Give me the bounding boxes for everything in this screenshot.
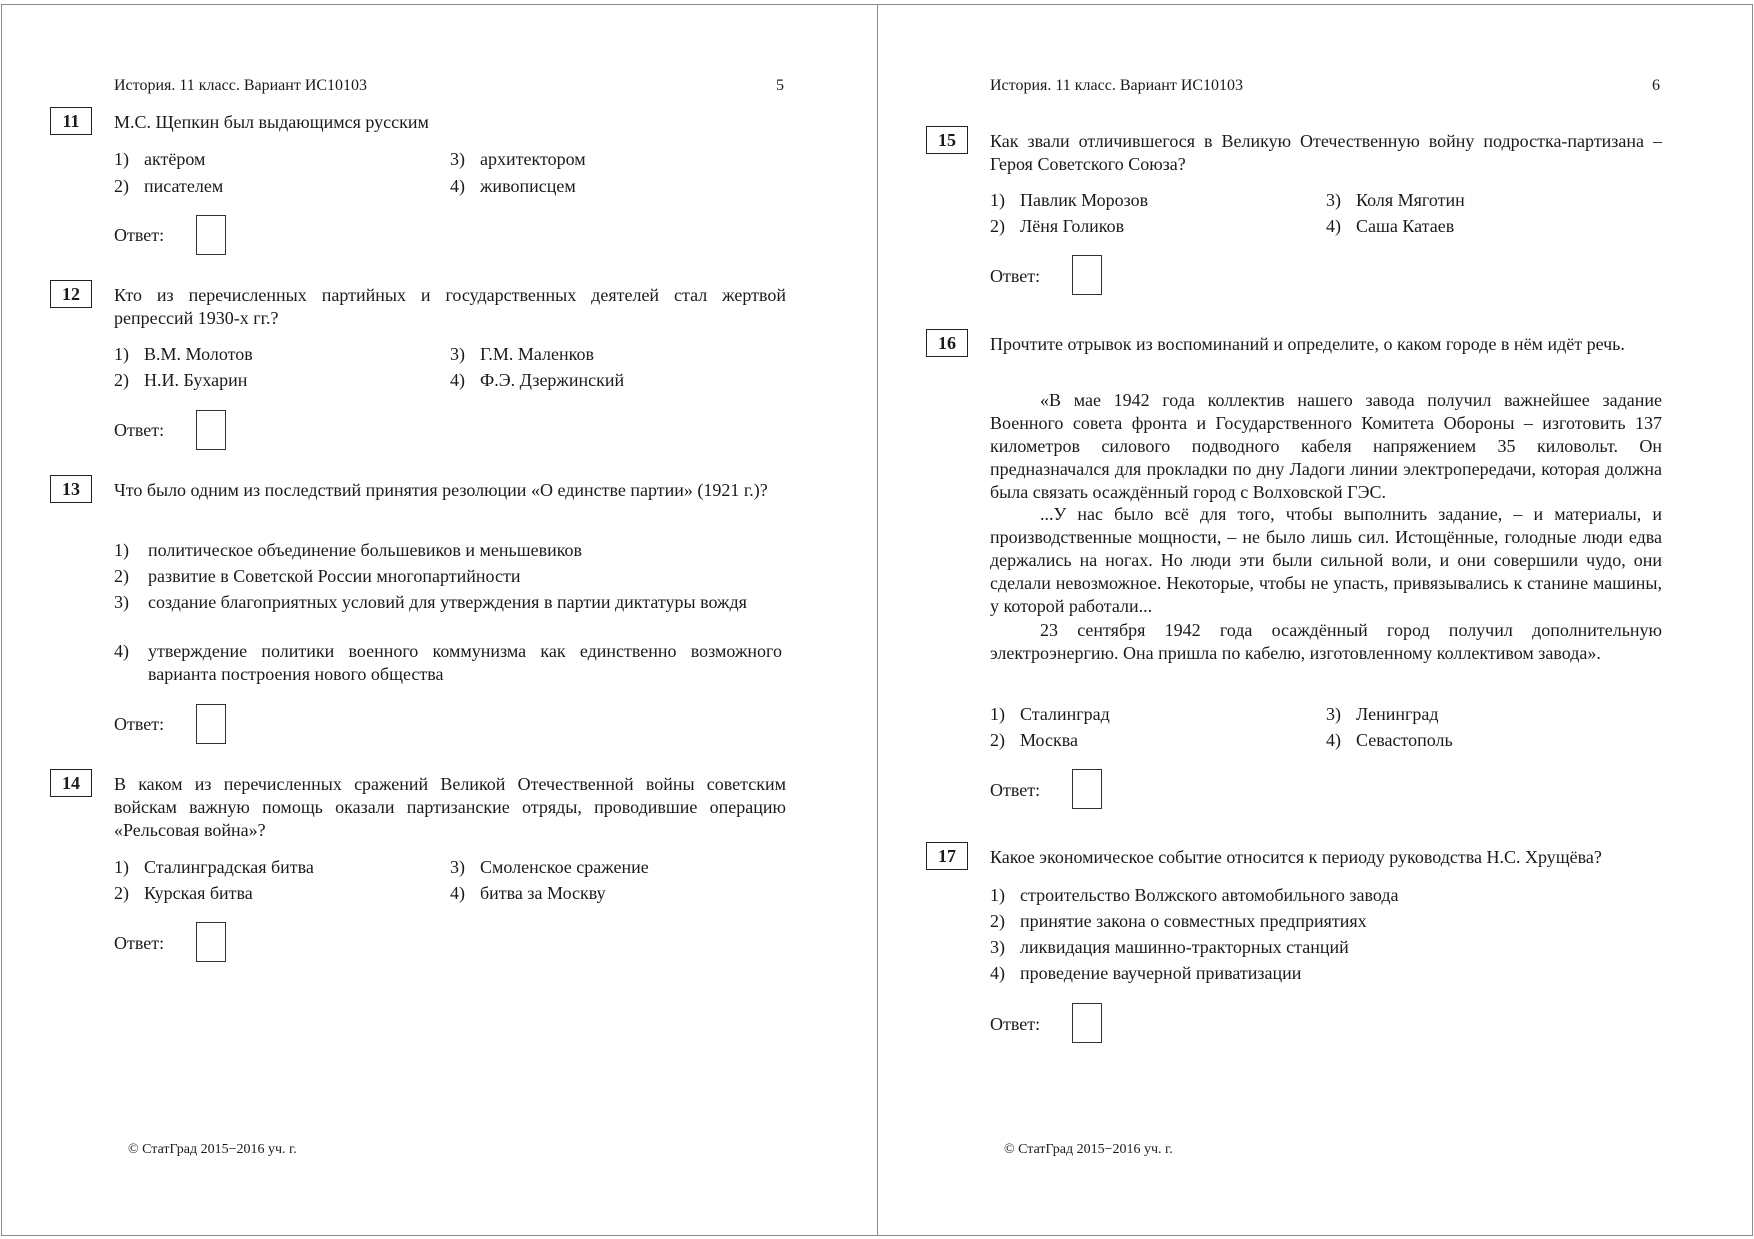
option-3[interactable]: 3) создание благоприятных условий для утверждения в партии диктатуры вождя — [114, 592, 747, 612]
answer-box[interactable] — [196, 215, 226, 255]
question-number-box: 16 — [926, 329, 968, 357]
option-2[interactable]: 2) Москва — [990, 730, 1078, 750]
excerpt-paragraph-1: «В мае 1942 года коллектив нашего завода получил важнейшее задание Военного совета фронта и Государственного Комитета Обороны – изготовить 137 километров силового подводного кабеля напряжением 35 киловольт. Он предназначался для прокладки по дну Ладоги линии электропередачи, которая должна была связать осаждённый город с Волховской ГЭС. — [990, 390, 1662, 502]
option-4[interactable]: 4) Ф.Э. Дзержинский — [450, 370, 625, 390]
answer-label: Ответ: — [114, 714, 165, 734]
option-1[interactable]: 1) Сталинградская битва — [114, 857, 314, 877]
option-3[interactable]: 3) Г.М. Маленков — [450, 344, 594, 364]
option-4[interactable]: 4) проведение ваучерной приватизации — [990, 963, 1302, 983]
answer-label: Ответ: — [990, 266, 1041, 286]
excerpt-paragraph-2: ...У нас было всё для того, чтобы выполнить задание, – и материалы, и производственные мощности, – не было лишь сил. Истощённые, голодные люди едва держались на ногах. Но люди эти были сильной воли, и они совершили чудо, они сделали невозможное. Некоторые, чтобы не упасть, привязывались к станине машины, у которой работали... — [990, 504, 1662, 616]
option-3[interactable]: 3) Ленинград — [1326, 704, 1439, 724]
option-1[interactable]: 1) строительство Волжского автомобильного завода — [990, 885, 1399, 905]
answer-label: Ответ: — [114, 420, 165, 440]
question-text: Что было одним из последствий принятия резолюции «О единстве партии» (1921 г.)? — [114, 480, 768, 500]
option-2[interactable]: 2) развитие в Советской России многопартийности — [114, 566, 521, 586]
option-4[interactable]: 4) битва за Москву — [450, 883, 606, 903]
option-1[interactable]: 1) В.М. Молотов — [114, 344, 253, 364]
question-number-box: 15 — [926, 126, 968, 154]
option-2[interactable]: 2) писателем — [114, 176, 224, 196]
option-3[interactable]: 3) Коля Мяготин — [1326, 190, 1465, 210]
question-text: М.С. Щепкин был выдающимся русским — [114, 112, 429, 132]
answer-box[interactable] — [196, 410, 226, 450]
question-text: Какое экономическое событие относится к периоду руководства Н.С. Хрущёва? — [990, 847, 1602, 867]
option-2[interactable]: 2) Курская битва — [114, 883, 253, 903]
question-text: Как звали отличившегося в Великую Отечественную войну подростка-партизана – Героя Советского Союза? — [990, 131, 1662, 174]
option-2[interactable]: 2) Н.И. Бухарин — [114, 370, 248, 390]
question-text: Кто из перечисленных партийных и государственных деятелей стал жертвой репрессий 1930-х гг.? — [114, 285, 786, 328]
option-2[interactable]: 2) принятие закона о совместных предприятиях — [990, 911, 1367, 931]
page-number: 6 — [1652, 77, 1660, 94]
answer-box[interactable] — [1072, 769, 1102, 809]
page-footer: © СтатГрад 2015−2016 уч. г. — [128, 1142, 297, 1157]
excerpt-paragraph-3: 23 сентября 1942 года осаждённый город получил дополнительную электроэнергию. Она пришла по кабелю, изготовленному коллективом завода». — [990, 620, 1662, 663]
question-text: В каком из перечисленных сражений Великой Отечественной войны советским войскам важную помощь оказали партизанские отряды, проводившие операцию «Рельсовая война»? — [114, 774, 786, 840]
question-text: Прочтите отрывок из воспоминаний и определите, о каком городе в нём идёт речь. — [990, 334, 1625, 354]
question-number-box: 17 — [926, 842, 968, 870]
option-3[interactable]: 3) архитектором — [450, 149, 586, 169]
answer-label: Ответ: — [114, 933, 165, 953]
option-3[interactable]: 3) ликвидация машинно-тракторных станций — [990, 937, 1349, 957]
question-number-box: 13 — [50, 475, 92, 503]
page-header: История. 11 класс. Вариант ИС10103 — [114, 77, 368, 94]
option-2[interactable]: 2) Лёня Голиков — [990, 216, 1125, 236]
answer-box[interactable] — [196, 922, 226, 962]
page-footer: © СтатГрад 2015−2016 уч. г. — [1004, 1142, 1173, 1157]
option-4[interactable]: 4) утверждение политики военного коммунизма как единственно возможного варианта построения нового общества — [114, 641, 782, 684]
question-number-box: 14 — [50, 769, 92, 797]
answer-box[interactable] — [1072, 1003, 1102, 1043]
left-page — [1, 4, 878, 1236]
page-header: История. 11 класс. Вариант ИС10103 — [990, 77, 1244, 94]
option-1[interactable]: 1) актёром — [114, 149, 206, 169]
option-1[interactable]: 1) Павлик Морозов — [990, 190, 1149, 210]
option-4[interactable]: 4) Севастополь — [1326, 730, 1453, 750]
option-1[interactable]: 1) Сталинград — [990, 704, 1110, 724]
question-number-box: 11 — [50, 107, 92, 135]
option-4[interactable]: 4) живописцем — [450, 176, 576, 196]
right-page — [877, 4, 1753, 1236]
answer-label: Ответ: — [990, 780, 1041, 800]
answer-box[interactable] — [1072, 255, 1102, 295]
option-3[interactable]: 3) Смоленское сражение — [450, 857, 649, 877]
page-number: 5 — [776, 77, 784, 94]
question-number-box: 12 — [50, 280, 92, 308]
answer-label: Ответ: — [990, 1014, 1041, 1034]
option-4[interactable]: 4) Саша Катаев — [1326, 216, 1455, 236]
answer-label: Ответ: — [114, 225, 165, 245]
option-1[interactable]: 1) политическое объединение большевиков и меньшевиков — [114, 540, 583, 560]
answer-box[interactable] — [196, 704, 226, 744]
